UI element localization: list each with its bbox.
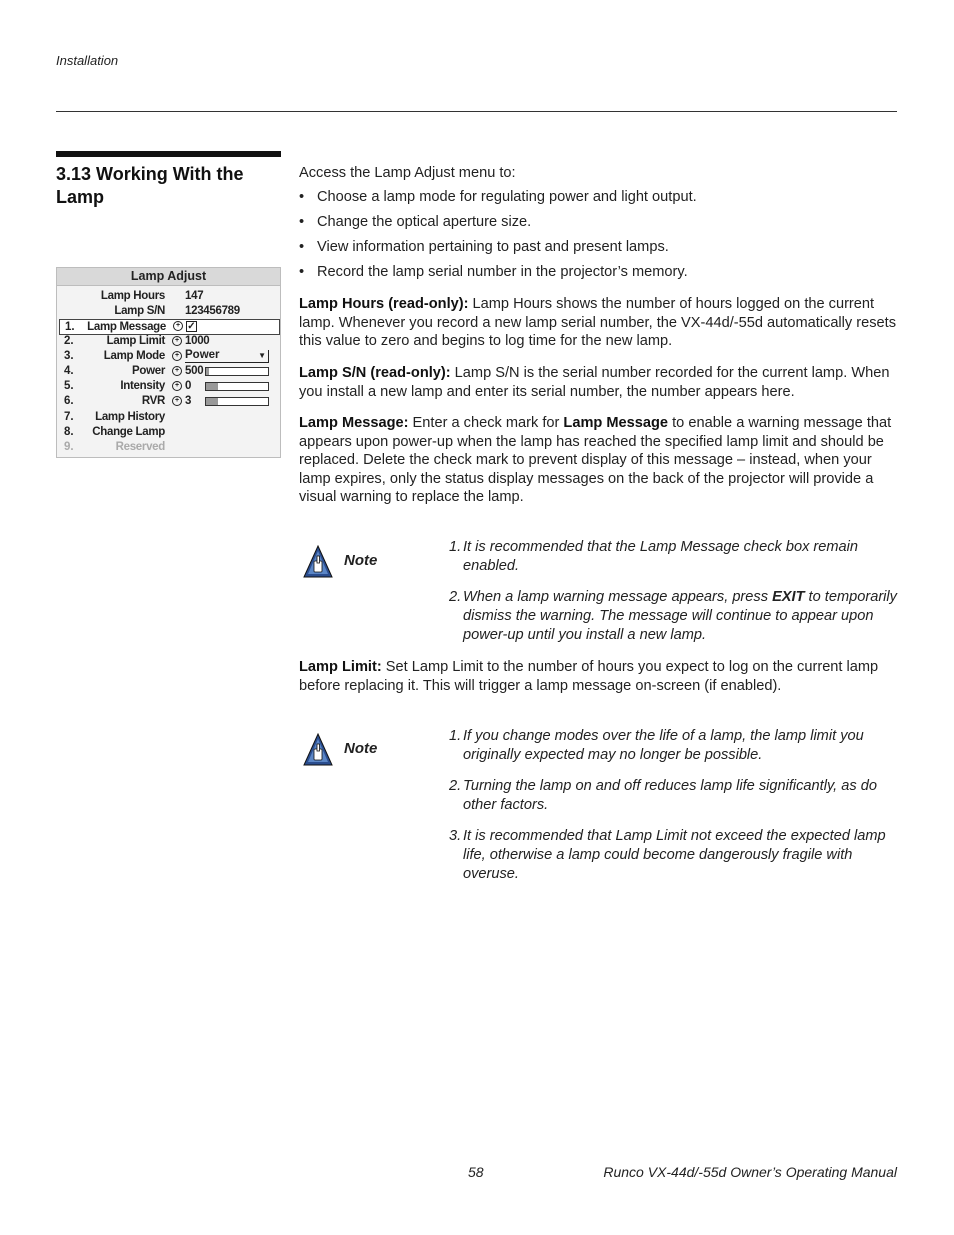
menu-item-label: Lamp Message bbox=[87, 321, 166, 333]
menu-item-label: Lamp Limit bbox=[106, 335, 165, 347]
slider-fill bbox=[206, 368, 209, 375]
power-value: 500 bbox=[185, 365, 204, 377]
running-header: Installation bbox=[56, 53, 119, 68]
manual-title: Runco VX-44d/-55d Owner’s Operating Manual bbox=[603, 1164, 897, 1180]
menu-item-change-lamp[interactable] bbox=[57, 425, 280, 440]
menu-item-label: Lamp History bbox=[95, 411, 165, 423]
term: Lamp Hours (read-only): bbox=[299, 296, 469, 312]
note-number: 2. bbox=[449, 589, 462, 605]
globe-icon: + bbox=[172, 336, 182, 346]
menu-item-lamp-history[interactable] bbox=[57, 410, 280, 425]
section-bar bbox=[56, 151, 281, 157]
menu-item-label: Reserved bbox=[115, 441, 165, 453]
note-number: 1. bbox=[449, 728, 462, 744]
menu-item-label: Change Lamp bbox=[92, 426, 165, 438]
description: to enable a warning message that appears upon power-up when the lamp has reached the specified lamp limit and should be replaced. Delete the check mark to prevent display of this message – instead, when your lamp expires, only the status display messages on the back of the projector will provide a visual warning to replace the lamp. bbox=[299, 415, 892, 506]
slider-fill bbox=[206, 398, 218, 405]
exit-key: EXIT bbox=[772, 589, 805, 605]
note-text bbox=[449, 588, 899, 644]
menu-item-number: 4. bbox=[64, 365, 74, 377]
menu-item-lamp-message[interactable] bbox=[59, 319, 280, 335]
note-item bbox=[449, 827, 899, 883]
globe-icon: + bbox=[172, 396, 182, 406]
rvr-value: 3 bbox=[185, 395, 192, 407]
menu-item-number: 8. bbox=[64, 426, 74, 438]
note-label: Note bbox=[344, 740, 378, 757]
bullet-text: View information pertaining to past and present lamps. bbox=[317, 239, 669, 255]
slider-fill bbox=[206, 383, 218, 390]
menu-info-row bbox=[57, 289, 280, 304]
lamp-limit-value[interactable]: 1000 bbox=[185, 335, 210, 347]
menu-info-row bbox=[57, 304, 280, 319]
lamp-mode-select[interactable] bbox=[185, 350, 269, 363]
menu-item-reserved bbox=[57, 440, 280, 455]
note-hand-icon bbox=[303, 545, 333, 578]
globe-icon: + bbox=[173, 321, 183, 331]
note-text: It is recommended that the Lamp Message check box remain enabled. bbox=[463, 539, 859, 574]
page-number: 58 bbox=[468, 1164, 484, 1180]
menu-item-intensity[interactable] bbox=[57, 379, 280, 394]
description: Lamp S/N is the serial number recorded for the current lamp. When you install a new lamp and enter its serial number, the number appears here. bbox=[299, 365, 890, 400]
rvr-slider[interactable] bbox=[205, 397, 269, 406]
intensity-value: 0 bbox=[185, 380, 192, 392]
power-slider[interactable] bbox=[205, 367, 269, 376]
note-text-part: to temporarily dismiss the warning. The message will continue to appear upon power-up until you install a new lamp. bbox=[463, 589, 897, 643]
menu-item-label: Intensity bbox=[120, 380, 165, 392]
intensity-slider[interactable] bbox=[205, 382, 269, 391]
note-number: 3. bbox=[449, 828, 462, 844]
note-item bbox=[449, 777, 899, 815]
menu-item-number: 9. bbox=[64, 441, 74, 453]
menu-item-number: 1. bbox=[65, 321, 75, 333]
lamp-message-paragraph bbox=[299, 414, 899, 507]
note-text: It is recommended that Lamp Limit not exceed the expected lamp life, otherwise a lamp could become dangerously fragile with overuse. bbox=[463, 828, 886, 882]
note-number: 1. bbox=[449, 539, 462, 555]
globe-icon: + bbox=[172, 381, 182, 391]
note-item bbox=[449, 727, 899, 765]
term: Lamp Limit: bbox=[299, 659, 382, 675]
lamp-message-checkbox[interactable]: ✓ bbox=[187, 321, 196, 332]
menu-item-power[interactable] bbox=[57, 364, 280, 379]
note-text: Turning the lamp on and off reduces lamp life significantly, as do other factors. bbox=[463, 778, 877, 813]
menu-item-lamp-mode[interactable] bbox=[57, 349, 280, 364]
globe-icon: + bbox=[172, 351, 182, 361]
section-title: 3.13 Working With the Lamp bbox=[56, 164, 244, 207]
menu-item-number: 7. bbox=[64, 411, 74, 423]
menu-item-number: 5. bbox=[64, 380, 74, 392]
menu-item-rvr[interactable] bbox=[57, 394, 280, 409]
note-label: Note bbox=[344, 552, 378, 569]
bullet-text: Choose a lamp mode for regulating power and light output. bbox=[317, 189, 697, 205]
description: Enter a check mark for bbox=[408, 415, 564, 431]
term: Lamp Message: bbox=[299, 415, 409, 431]
intro-text: Access the Lamp Adjust menu to: bbox=[299, 165, 516, 181]
menu-title: Lamp Adjust bbox=[57, 268, 280, 286]
note-text-part: When a lamp warning message appears, press bbox=[463, 589, 773, 605]
menu-item-label: Lamp Mode bbox=[103, 350, 165, 362]
note-hand-icon bbox=[303, 733, 333, 766]
menu-item-number: 2. bbox=[64, 335, 74, 347]
description: Lamp Hours shows the number of hours logged on the current lamp. Whenever you record a new lamp serial number, the VX-44d/-55d automatically resets this value to zero and begins to log time for the new lamp. bbox=[299, 296, 897, 350]
note-item bbox=[449, 538, 899, 576]
menu-info-value: 123456789 bbox=[185, 305, 240, 317]
menu-item-lamp-limit[interactable] bbox=[57, 334, 280, 349]
bullet-text: Change the optical aperture size. bbox=[317, 214, 532, 230]
term: Lamp S/N (read-only): bbox=[299, 365, 451, 381]
menu-item-number: 3. bbox=[64, 350, 74, 362]
term: Lamp Message bbox=[563, 415, 669, 431]
lamp-sn-paragraph bbox=[299, 364, 899, 401]
lamp-limit-paragraph bbox=[299, 658, 899, 695]
note-item bbox=[449, 588, 899, 644]
lamp-adjust-menu bbox=[56, 267, 281, 458]
menu-info-label: Lamp S/N bbox=[114, 305, 165, 317]
menu-info-label: Lamp Hours bbox=[100, 290, 165, 302]
dropdown-arrow-icon: ▼ bbox=[258, 351, 266, 360]
description: Set Lamp Limit to the number of hours you expect to log on the current lamp before replacing it. This will trigger a lamp message on-screen (if enabled). bbox=[299, 659, 879, 694]
menu-item-number: 6. bbox=[64, 395, 74, 407]
globe-icon: + bbox=[172, 366, 182, 376]
menu-item-label: RVR bbox=[141, 395, 165, 407]
menu-info-value: 147 bbox=[185, 290, 204, 302]
header-rule bbox=[56, 111, 897, 112]
lamp-hours-paragraph bbox=[299, 295, 899, 351]
menu-item-label: Power bbox=[131, 365, 165, 377]
note-number: 2. bbox=[449, 778, 462, 794]
note-text: If you change modes over the life of a lamp, the lamp limit you originally expected may no longer be possible. bbox=[463, 728, 864, 763]
bullet-text: Record the lamp serial number in the projector’s memory. bbox=[317, 264, 688, 280]
lamp-mode-value: Power bbox=[185, 349, 220, 361]
